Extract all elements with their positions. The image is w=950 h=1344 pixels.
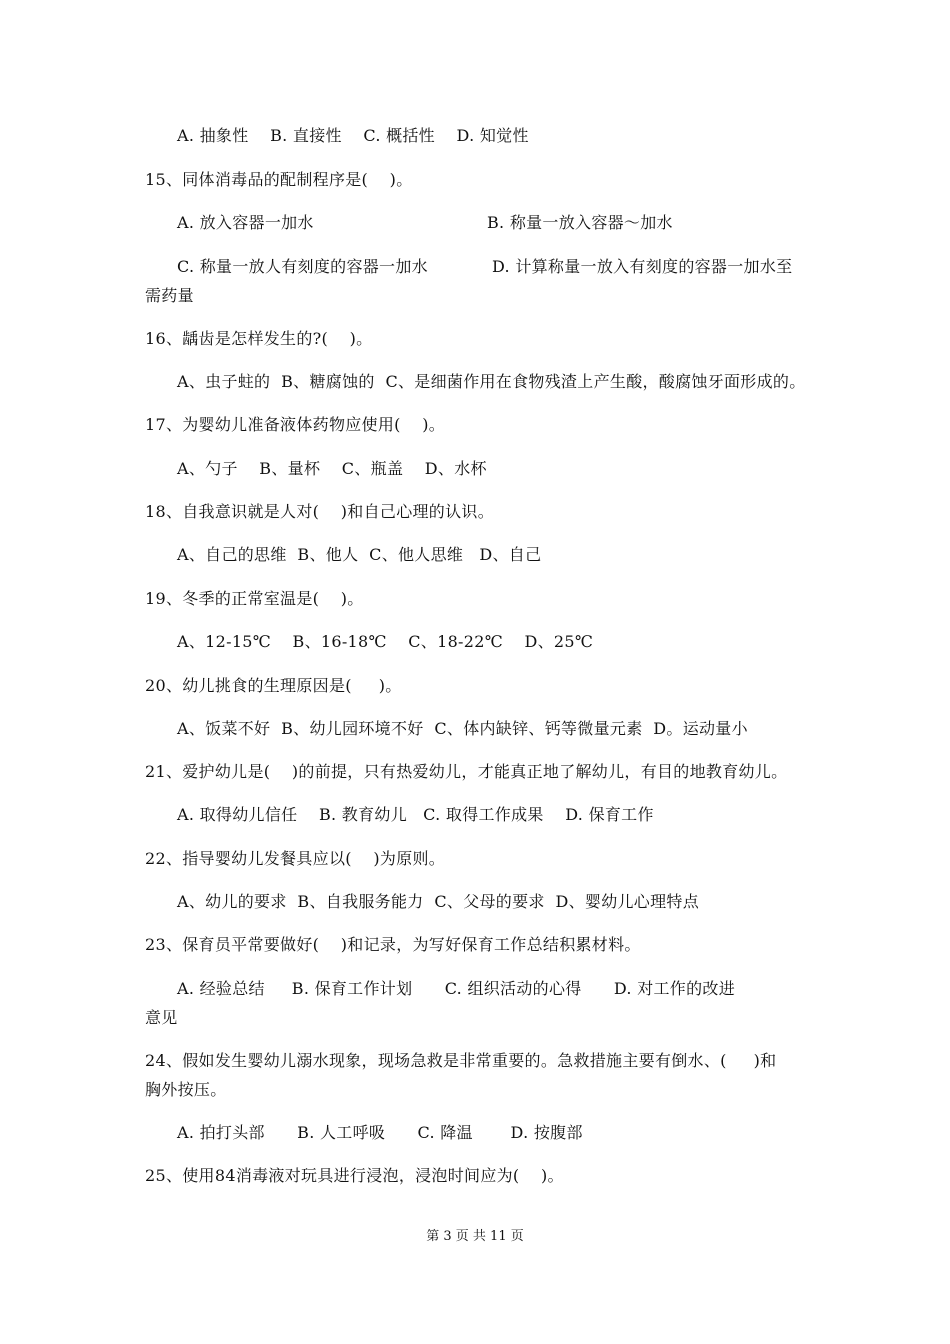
q22-options: A、幼儿的要求 B、自我服务能力 C、父母的要求 D、婴幼儿心理特点 bbox=[177, 892, 699, 911]
q15-question: 15、同体消毒品的配制程序是( )。 bbox=[145, 170, 413, 189]
page-number-footer: 第 3 页 共 11 页 bbox=[426, 1229, 524, 1244]
q19-options: A、12-15℃ B、16-18℃ C、18-22℃ D、25℃ bbox=[177, 632, 594, 651]
q16-question: 16、龋齿是怎样发生的?( )。 bbox=[145, 329, 373, 348]
q23-options: A. 经验总结 B. 保育工作计划 C. 组织活动的心得 D. 对工作的改进 bbox=[177, 979, 735, 998]
q16-options: A、虫子蛀的 B、糖腐蚀的 C、是细菌作用在食物残渣上产生酸，酸腐蚀牙面形成的。 bbox=[177, 372, 806, 391]
q20-question: 20、幼儿挑食的生理原因是( )。 bbox=[145, 676, 402, 695]
q24-question: 24、假如发生婴幼儿溺水现象，现场急救是非常重要的。急救措施主要有倒水、( )和 bbox=[145, 1051, 777, 1070]
q21-question: 21、爱护幼儿是( )的前提，只有热爱幼儿，才能真正地了解幼儿，有目的地教育幼儿。 bbox=[145, 762, 788, 781]
q23-question: 23、保育员平常要做好( )和记录，为写好保育工作总结积累材料。 bbox=[145, 935, 641, 954]
q15-option-d-continued: 需药量 bbox=[145, 286, 194, 305]
q24-options: A. 拍打头部 B. 人工呼吸 C. 降温 D. 按腹部 bbox=[177, 1123, 583, 1142]
q17-question: 17、为婴幼儿准备液体药物应使用( )。 bbox=[145, 415, 446, 434]
q15-option-b: B. 称量一放入容器～加水 bbox=[487, 213, 673, 232]
q15-option-a: A. 放入容器一加水 bbox=[177, 213, 314, 232]
q15-option-c: C. 称量一放人有刻度的容器一加水 bbox=[177, 257, 428, 276]
q14-options: A. 抽象性 B. 直接性 C. 概括性 D. 知觉性 bbox=[177, 126, 529, 145]
q23-options-continued: 意见 bbox=[145, 1008, 178, 1027]
q20-options: A、饭菜不好 B、幼儿园环境不好 C、体内缺锌、钙等微量元素 D。运动量小 bbox=[177, 719, 748, 738]
q15-option-d: D. 计算称量一放入有刻度的容器一加水至 bbox=[492, 257, 793, 276]
q21-options: A. 取得幼儿信任 B. 教育幼儿 C. 取得工作成果 D. 保育工作 bbox=[177, 805, 654, 824]
q22-question: 22、指导婴幼儿发餐具应以( )为原则。 bbox=[145, 849, 446, 868]
q18-options: A、自己的思维 B、他人 C、他人思维 D、自己 bbox=[177, 545, 542, 564]
q24-question-continued: 胸外按压。 bbox=[145, 1080, 227, 1099]
q18-question: 18、自我意识就是人对( )和自己心理的认识。 bbox=[145, 502, 494, 521]
q17-options: A、勺子 B、量杯 C、瓶盖 D、水杯 bbox=[177, 459, 487, 478]
q19-question: 19、冬季的正常室温是( )。 bbox=[145, 589, 364, 608]
q25-question: 25、使用84消毒液对玩具进行浸泡，浸泡时间应为( )。 bbox=[145, 1166, 564, 1185]
